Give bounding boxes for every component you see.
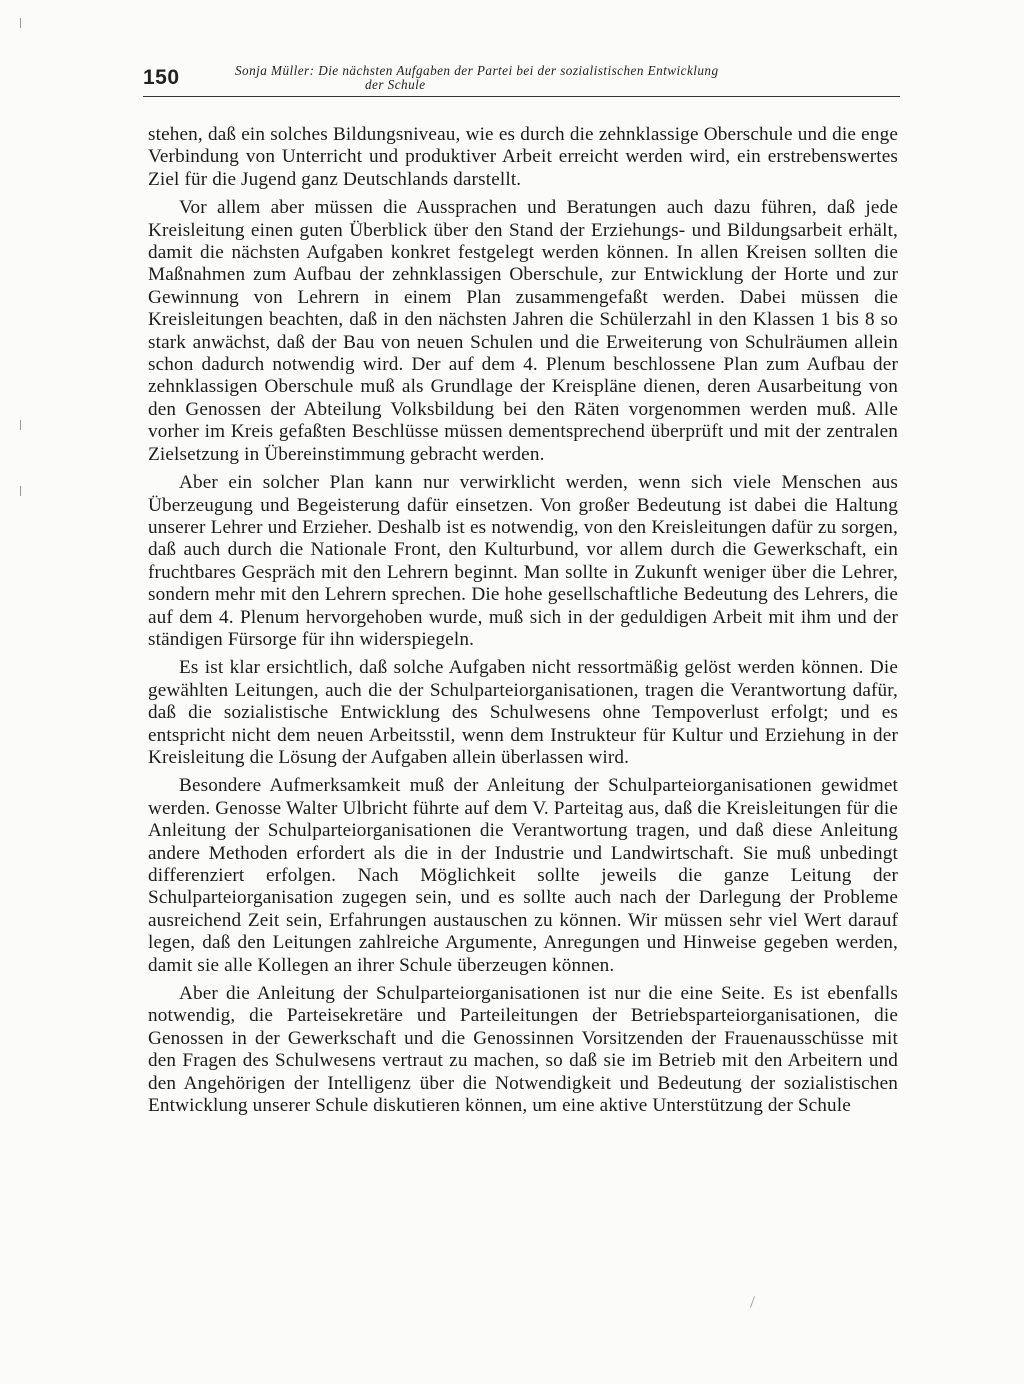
stray-mark — [750, 1296, 755, 1308]
paragraph-1: stehen, daß ein solches Bildungsniveau, wie es durch die zehnklassige Oberschule und die enge Verbindung von Unterricht und produktiver Arbeit erreicht werden wird, ein erstrebenswertes Ziel für die Jugend ganz Deutschlands darstellt. — [148, 124, 898, 190]
page-header — [143, 62, 900, 97]
body-text — [148, 124, 898, 1123]
page-number: 150 — [143, 66, 180, 89]
margin-mark — [20, 486, 21, 496]
paragraph-3: Aber ein solcher Plan kann nur verwirklicht werden, wenn sich viele Menschen aus Überzeugung und Begeisterung dafür einsetzen. Von großer Bedeutung ist dabei die Haltung unserer Lehrer und Erzieher. Deshalb ist es notwendig, von den Kreisleitungen dafür zu sorgen, daß auch durch die Nationale Front, den Kulturbund, vor allem durch die Gewerkschaft, ein fruchtbares Gespräch mit den Lehrern beginnt. Man sollte in Zukunft weniger über die Lehrer, sondern mehr mit den Lehrern sprechen. Die hohe gesellschaftliche Bedeutung des Lehrers, die auf dem 4. Plenum hervorgehoben wurde, muß sich in der geduldigen Arbeit mit ihm und der ständigen Fürsorge für ihn widerspiegeln. — [148, 472, 898, 650]
running-head-line-2: der Schule — [365, 77, 426, 92]
margin-mark — [20, 18, 21, 28]
paragraph-4: Es ist klar ersichtlich, daß solche Aufgaben nicht ressortmäßig gelöst werden können. Die gewählten Leitungen, auch die der Schulparteiorganisationen, tragen die Verantwortung dafür, daß die sozialistische Entwicklung des Schulwesens ohne Tempoverlust erfolgt; und es entspricht nicht dem neuen Arbeitsstil, wenn dem Instrukteur für Kultur und Erziehung in der Kreisleitung die Lösung der Aufgaben allein überlassen wird. — [148, 657, 898, 768]
paragraph-5: Besondere Aufmerksamkeit muß der Anleitung der Schulparteiorganisationen gewidmet werden. Genosse Walter Ulbricht führte auf dem V. Parteitag aus, daß die Kreisleitungen für die Anleitung der Schulparteiorganisationen die Verantwortung tragen, und daß diese Anleitung andere Methoden erfordert als die in der Industrie und Landwirtschaft. Sie muß unbedingt differenziert erfolgen. Nach Möglichkeit sollte jeweils die ganze Leitung der Schulparteiorganisation zugegen sein, und es sollte auch nach der Darlegung der Probleme ausreichend Zeit sein, Erfahrungen austauschen zu können. Wir müssen sehr viel Wert darauf legen, daß den Leitungen zahlreiche Argumente, Anregungen und Hinweise gegeben werden, damit sie alle Kollegen an ihrer Schule überzeugen können. — [148, 775, 898, 976]
margin-mark — [20, 420, 21, 430]
running-head — [235, 64, 900, 92]
running-head-line-1: Sonja Müller: Die nächsten Aufgaben der Partei bei der sozialistischen Entwicklung — [235, 63, 719, 78]
paragraph-2: Vor allem aber müssen die Aussprachen und Beratungen auch dazu führen, daß jede Kreisleitung einen guten Überblick über den Stand der Erziehungs- und Bildungsarbeit erhält, damit die nächsten Aufgaben konkret festgelegt werden können. In allen Kreisen sollten die Maßnahmen zum Aufbau der zehnklassigen Oberschule, zur Entwicklung der Horte und zur Gewinnung von Lehrern in einem Plan zusammengefaßt werden. Dabei müssen die Kreisleitungen beachten, daß in den nächsten Jahren die Schülerzahl in den Klassen 1 bis 8 so stark anwächst, daß der Bau von neuen Schulen und die Erweiterung von Schulräumen allein schon dadurch notwendig wird. Der auf dem 4. Plenum beschlossene Plan zum Aufbau der zehnklassigen Oberschule muß als Grundlage der Kreispläne dienen, deren Ausarbeitung von den Genossen der Abteilung Volksbildung bei den Räten vorgenommen werden muß. Alle vorher im Kreis gefaßten Beschlüsse müssen dementsprechend überprüft und mit der zentralen Zielsetzung in Übereinstimmung gebracht werden. — [148, 197, 898, 465]
paragraph-6: Aber die Anleitung der Schulparteiorganisationen ist nur die eine Seite. Es ist ebenfalls notwendig, die Parteisekretäre und Parteileitungen der Betriebsparteiorganisationen, die Genossen in der Gewerkschaft und die Genossinnen Vorsitzenden der Frauenausschüsse mit den Fragen des Schulwesens vertraut zu machen, so daß sie im Betrieb mit den Arbeitern und den Angehörigen der Intelligenz über die Notwendigkeit und Bedeutung der sozialistischen Entwicklung unserer Schule diskutieren können, um eine aktive Unterstützung der Schule — [148, 983, 898, 1117]
